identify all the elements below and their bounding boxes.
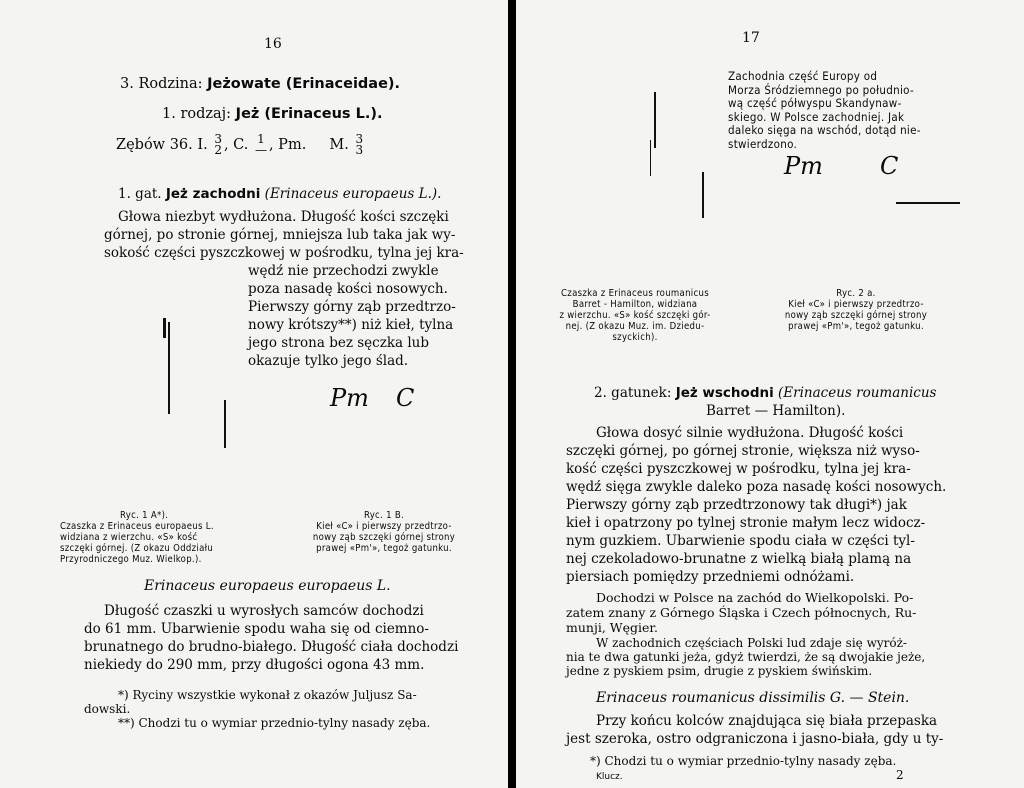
figure-caption-2a: Ryc. 2 a. Kieł «C» i pierwszy przedtrzo- nowy ząb szczęki górnej strony prawej «Pm'», tegoż gatunku. (784, 288, 928, 332)
figure-stroke (650, 140, 651, 176)
dental-formula: Zębów 36. I. 3 2 , C. 1 — , Pm. M. 3 3 (116, 132, 364, 157)
figure-caption-1b: Ryc. 1 B. Kieł «C» i pierwszy przedtrzo- nowy ząb szczęki górnej strony prawej «Pm'», tegoż gatunku. (312, 510, 456, 554)
figure-stroke (224, 400, 226, 448)
description-paragraph: Głowa niezbyt wydłużona. Długość kości szczęki górnej, po stronie górnej, mniejsza lub taka jak wy- sokość części pyszczkowej w pośrodku, tylna jej kra- (104, 209, 464, 261)
subspecies-heading: Erinaceus europaeus europaeus L. (144, 578, 391, 594)
range-description: Zachodnia część Europy od Morza Śródziemnego po południo- wą część półwyspu Skandynaw- skiego. W Polsce zachodniej. Jak daleko sięga na wschód, dotąd nie- stwierdzono. (728, 69, 921, 151)
right-page (516, 0, 1024, 788)
page-number: 16 (264, 36, 282, 52)
figure-stroke (163, 318, 166, 338)
pm-label: Pm (330, 384, 369, 412)
left-page (0, 0, 508, 788)
folklore-paragraph: W zachodnich częściach Polski lud zdaje się wyróż- nia te dwa gatunki jeża, gdyż twierdzi, że są dwojakie jeże, jedne z pyskiem psim, drugie z pyskiem świńskim. (566, 636, 926, 678)
c-label: C (880, 152, 899, 180)
species-heading: 1. gat. Jeż zachodni (Erinaceus europaeus L.). (118, 186, 442, 202)
c-label: C (396, 384, 415, 412)
distribution-paragraph: Dochodzi w Polsce na zachód do Wielkopolski. Po- zatem znany z Górnego Śląska i Czech północnych, Ru- munji, Węgier. (566, 590, 917, 635)
page-number: 17 (742, 30, 760, 46)
family-heading: 3. Rodzina: Jeżowate (Erinaceidae). (120, 76, 401, 92)
figure-stroke (654, 92, 656, 148)
stripe-paragraph: Przy końcu kolców znajdująca się biała przepaska jest szeroka, ostro odgraniczona i jasno-biała, gdy u ty- (566, 713, 944, 747)
signature-label: Klucz. (596, 772, 623, 782)
measurement-paragraph: Długość czaszki u wyrosłych samców dochodzi do 61 mm. Ubarwienie spodu waha się od ciemno- brunatnego do brudno-białego. Długość ciała dochodzi niekiedy do 290 mm, przy długości ogona 43 mm. (84, 603, 459, 673)
footnotes: *) Ryciny wszystkie wykonał z okazów Juljusz Sa- dowski. **) Chodzi tu o wymiar przednio-tylny nasady zęba. (84, 688, 431, 730)
figure-stroke (702, 172, 704, 218)
description-paragraph-indented: wędź nie przechodzi zwykle poza nasadę kości nosowych. Pierwszy górny ząb przedtrzo- nowy krótszy**) niż kieł, tylna jego strona bez sęczka lub okazuje tylko jego ślad. (248, 263, 456, 369)
footnote: *) Chodzi tu o wymiar przednio-tylny nasady zęba. (590, 754, 897, 768)
genus-heading: 1. rodzaj: Jeż (Erinaceus L.). (162, 106, 383, 122)
description-paragraph: Głowa dosyć silnie wydłużona. Długość kości szczęki górnej, po górnej stronie, większa niż wyso- kość części pyszczkowej w pośrodku, tylna jej kra- wędź sięga zwykle daleko poza nasadę kości nosowych. Pierwszy górny ząb przedtrzonowy tak długi*) jak kieł i opatrzony po tylnej stronie małym lecz widocz- nym guzkiem. Ubarwienie spodu ciała w części tyl- nej czekoladowo-brunatne z wielką białą plamą na piersiach pomiędzy przedniemi odnóżami. (566, 425, 947, 585)
species-heading: 2. gatunek: Jeż wschodni (Erinaceus roumanicus Barret — Hamilton). (594, 385, 937, 419)
pm-label: Pm (784, 152, 823, 180)
figure-stroke (168, 322, 170, 414)
figure-baseline (896, 202, 960, 204)
figure-caption-2: Czaszka z Erinaceus roumanicus Barret - Hamilton, widziana z wierzchu. «S» kość szczęki gór- nej. (Z okazu Muz. im. Dziedu- szyckich). (559, 288, 711, 343)
signature-number: 2 (896, 768, 904, 782)
subspecies-heading: Erinaceus roumanicus dissimilis G. — Stein. (596, 690, 910, 706)
figure-caption-1a: Ryc. 1 A*). Czaszka z Erinaceus europaeus L. widziana z wierzchu. «S» kość szczęki górnej. (Z okazu Oddziału Przyrodniczego Muz. Wielkop.). (60, 510, 214, 565)
